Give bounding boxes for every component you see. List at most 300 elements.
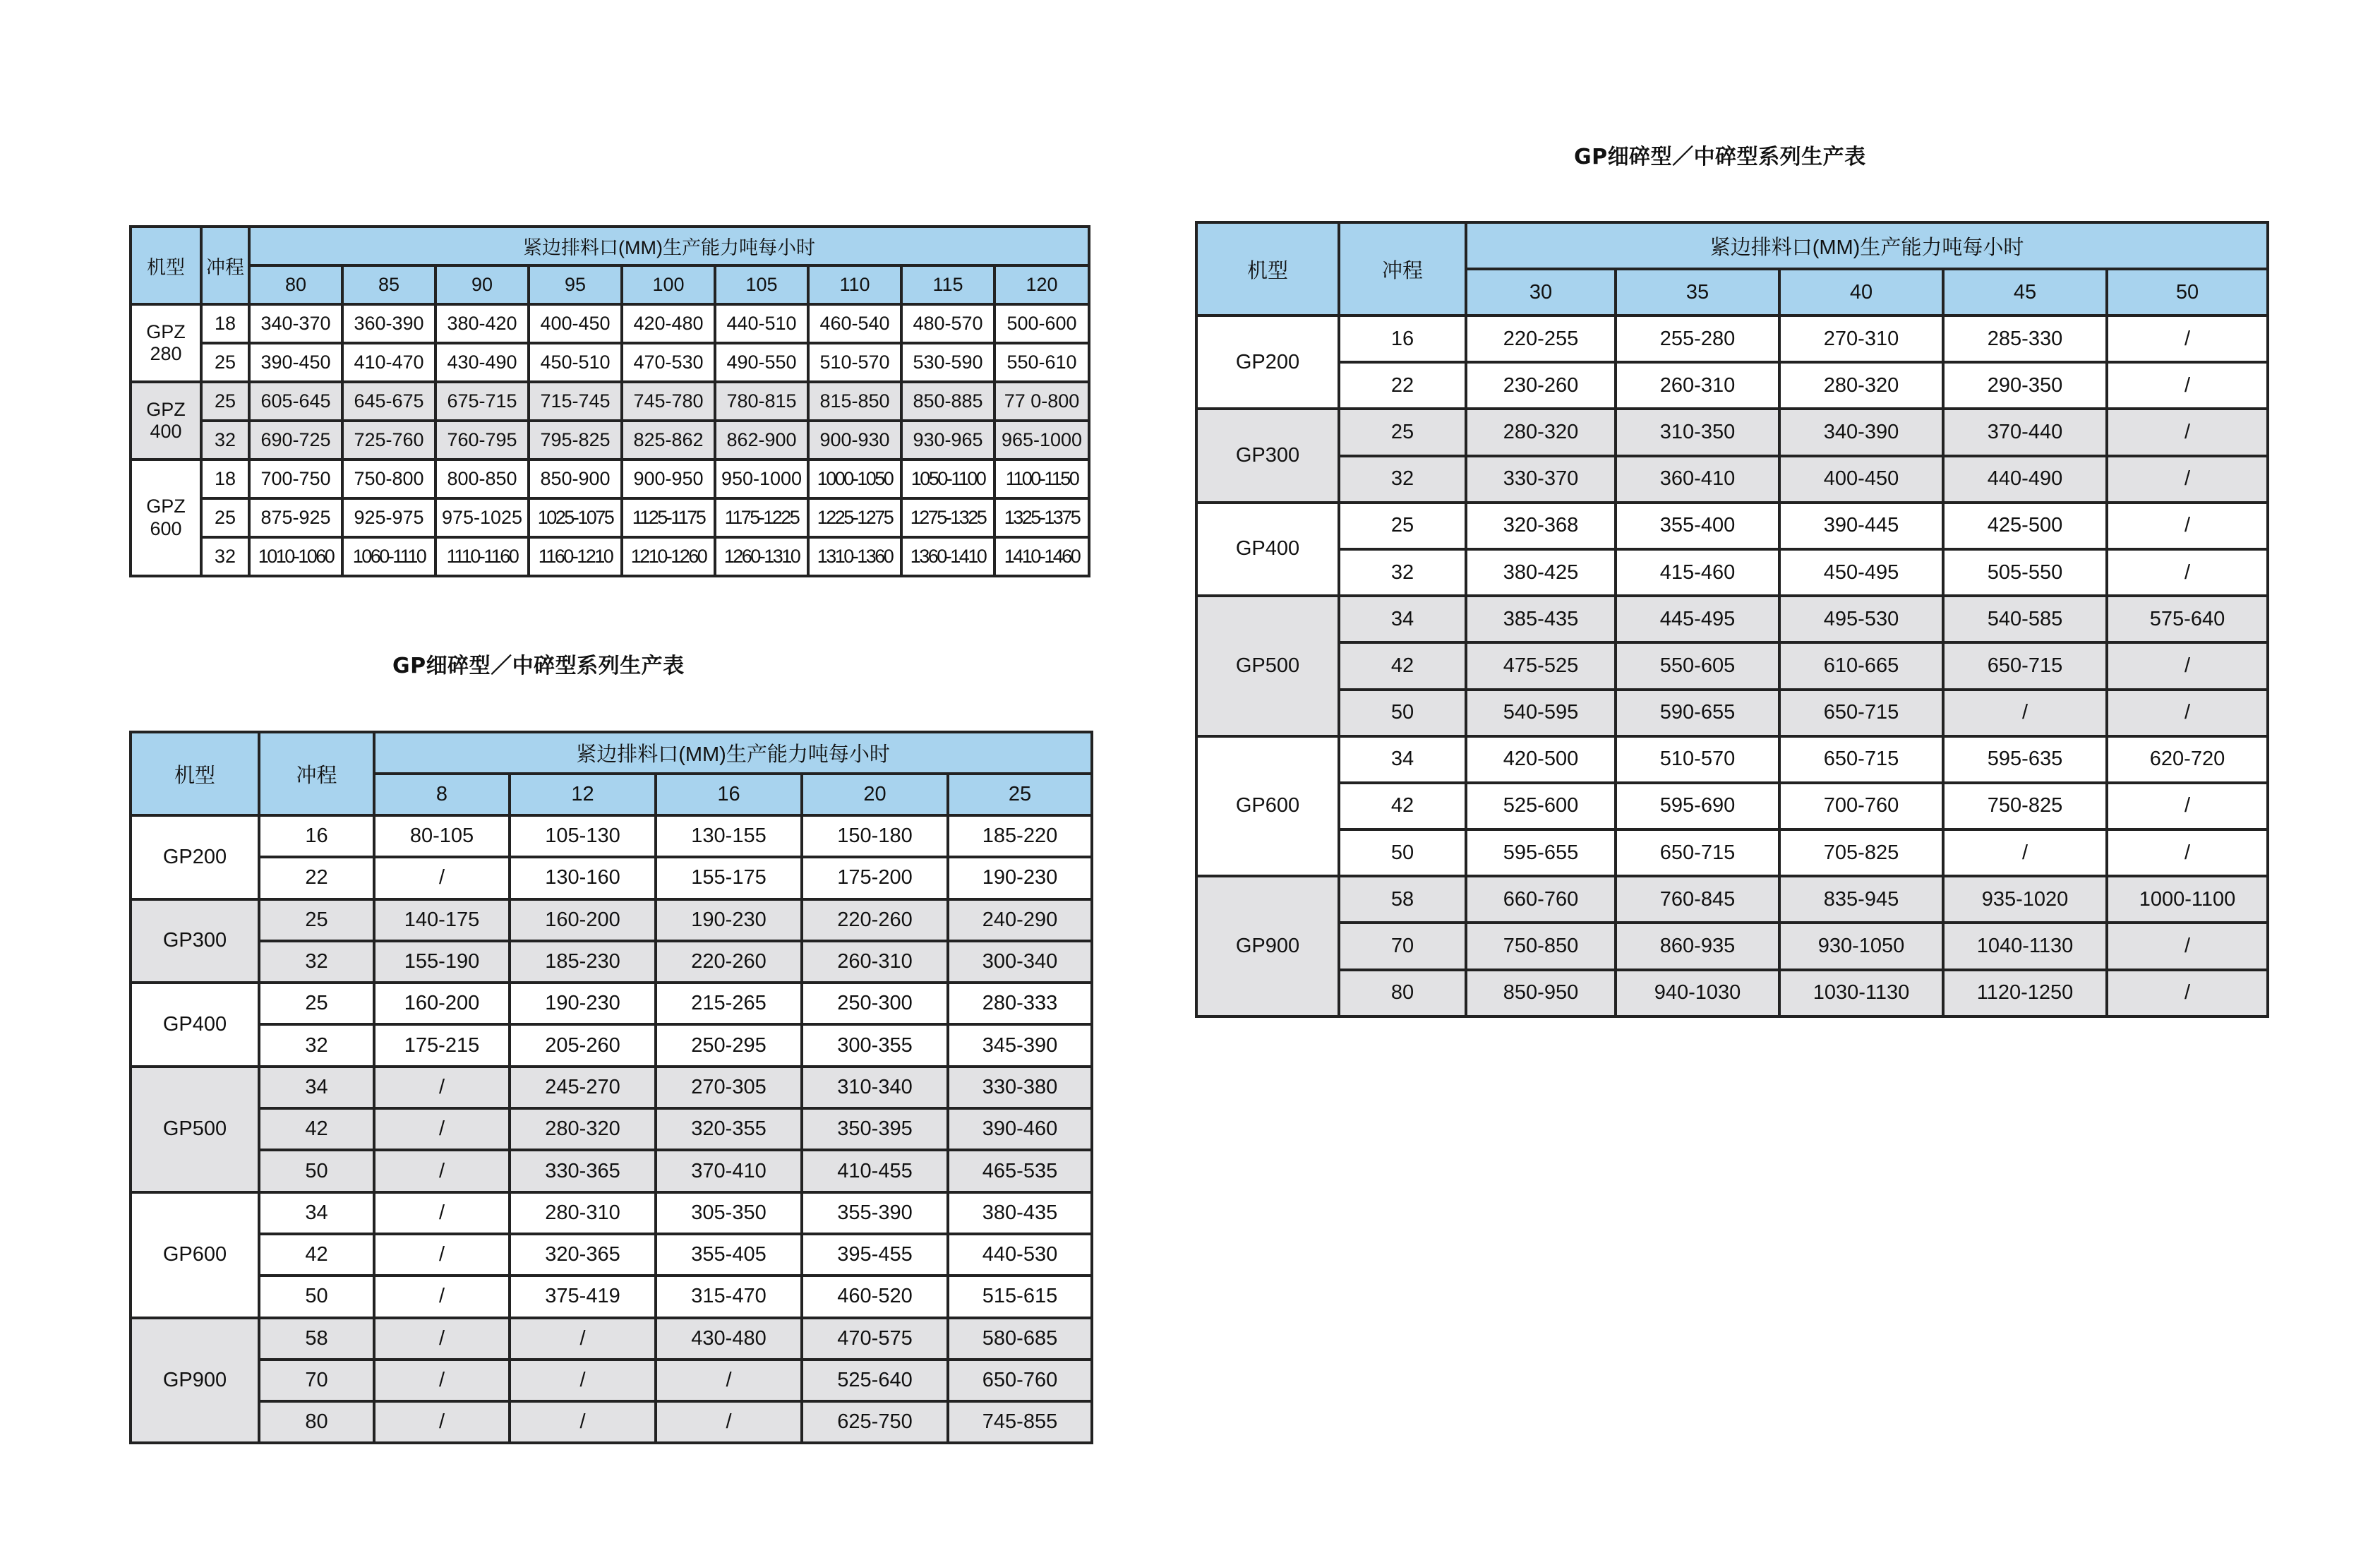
capacity-cell: 340-370	[249, 304, 342, 343]
capacity-cell: 460-540	[808, 304, 901, 343]
capacity-cell: 800-850	[435, 460, 529, 498]
capacity-cell: 1000-1050	[808, 460, 901, 498]
capacity-cell: 750-800	[342, 460, 435, 498]
capacity-cell: /	[2107, 316, 2268, 362]
capacity-cell: 715-745	[529, 382, 622, 421]
capacity-cell: 430-480	[656, 1318, 802, 1360]
capacity-cell: /	[374, 1318, 510, 1360]
capacity-cell: 175-215	[374, 1024, 510, 1066]
header-discharge-setting: 100	[622, 265, 715, 304]
stroke-cell: 18	[201, 460, 249, 498]
capacity-cell: /	[510, 1318, 656, 1360]
table-row	[131, 1067, 1092, 1108]
capacity-cell: 375-419	[510, 1276, 656, 1317]
capacity-cell: 480-570	[901, 304, 994, 343]
stroke-cell: 22	[1339, 362, 1466, 409]
capacity-cell: 440-530	[948, 1234, 1092, 1276]
capacity-cell: 460-520	[802, 1276, 948, 1317]
capacity-cell: 540-585	[1943, 596, 2107, 642]
model-cell: GP600	[1196, 736, 1339, 877]
capacity-cell: 260-310	[802, 941, 948, 983]
capacity-cell: 350-395	[802, 1108, 948, 1150]
header-discharge-setting: 30	[1466, 269, 1616, 316]
capacity-cell: 1310-1360	[808, 537, 901, 576]
capacity-cell: 250-295	[656, 1024, 802, 1066]
capacity-cell: 300-355	[802, 1024, 948, 1066]
table-row	[1196, 690, 2268, 736]
capacity-cell: 650-715	[1779, 690, 1943, 736]
capacity-cell: 105-130	[510, 815, 656, 857]
table-row	[131, 857, 1092, 899]
stroke-cell: 25	[201, 498, 249, 537]
table-row	[1196, 549, 2268, 596]
capacity-cell: 1160-1210	[529, 537, 622, 576]
capacity-cell: 1050-1100	[901, 460, 994, 498]
capacity-cell: 255-280	[1616, 316, 1779, 362]
model-cell: GP400	[1196, 503, 1339, 596]
header-discharge-setting: 12	[510, 774, 656, 815]
table-row	[131, 304, 1089, 343]
capacity-cell: 850-950	[1466, 970, 1616, 1017]
stroke-cell: 16	[259, 815, 374, 857]
capacity-cell: 150-180	[802, 815, 948, 857]
capacity-cell: /	[510, 1401, 656, 1443]
capacity-cell: 390-445	[1779, 503, 1943, 549]
capacity-cell: 450-495	[1779, 549, 1943, 596]
capacity-cell: 610-665	[1779, 642, 1943, 689]
capacity-cell: /	[2107, 783, 2268, 829]
stroke-cell: 42	[1339, 642, 1466, 689]
capacity-cell: 215-265	[656, 983, 802, 1024]
capacity-cell: 1325-1375	[994, 498, 1089, 537]
capacity-cell: 815-850	[808, 382, 901, 421]
capacity-cell: 425-500	[1943, 503, 2107, 549]
capacity-cell: 862-900	[715, 421, 808, 460]
stroke-cell: 34	[1339, 736, 1466, 783]
header-discharge-setting: 115	[901, 265, 994, 304]
capacity-cell: 690-725	[249, 421, 342, 460]
header-capacity: 紧边排料口(MM)生产能力吨每小时	[374, 732, 1092, 774]
table-row	[131, 498, 1089, 537]
header-stroke: 冲程	[201, 227, 249, 304]
capacity-cell: /	[374, 1192, 510, 1234]
capacity-cell: 1060-1110	[342, 537, 435, 576]
capacity-cell: 280-320	[1779, 362, 1943, 409]
stroke-cell: 32	[259, 1024, 374, 1066]
capacity-cell: /	[2107, 503, 2268, 549]
stroke-cell: 34	[259, 1067, 374, 1108]
capacity-cell: 330-370	[1466, 456, 1616, 503]
capacity-cell: /	[374, 1276, 510, 1317]
capacity-cell: 370-410	[656, 1150, 802, 1192]
model-cell: GP400	[131, 983, 259, 1067]
model-cell: GP300	[1196, 409, 1339, 502]
model-cell: GP300	[131, 899, 259, 983]
capacity-cell: 410-470	[342, 343, 435, 382]
capacity-cell: /	[2107, 642, 2268, 689]
capacity-cell: 590-655	[1616, 690, 1779, 736]
capacity-cell: 595-690	[1616, 783, 1779, 829]
capacity-cell: 1260-1310	[715, 537, 808, 576]
capacity-cell: 250-300	[802, 983, 948, 1024]
capacity-cell: 550-610	[994, 343, 1089, 382]
header-discharge-setting: 110	[808, 265, 901, 304]
capacity-cell: 925-975	[342, 498, 435, 537]
capacity-cell: 750-850	[1466, 923, 1616, 969]
table-row	[131, 1360, 1092, 1401]
table-row	[131, 382, 1089, 421]
table-row	[1196, 456, 2268, 503]
capacity-cell: 260-310	[1616, 362, 1779, 409]
table-row	[1196, 503, 2268, 549]
table-row	[1196, 316, 2268, 362]
capacity-cell: 280-320	[1466, 409, 1616, 455]
table-row	[131, 343, 1089, 382]
capacity-cell: 725-760	[342, 421, 435, 460]
gpz-capacity-table	[129, 225, 1090, 577]
capacity-cell: 160-200	[510, 899, 656, 941]
header-discharge-setting: 120	[994, 265, 1089, 304]
capacity-cell: 470-575	[802, 1318, 948, 1360]
capacity-cell: /	[2107, 970, 2268, 1017]
model-cell: GP900	[1196, 876, 1339, 1017]
table-row	[1196, 829, 2268, 876]
capacity-cell: 465-535	[948, 1150, 1092, 1192]
capacity-cell: 320-365	[510, 1234, 656, 1276]
capacity-cell: 835-945	[1779, 876, 1943, 923]
capacity-cell: 220-255	[1466, 316, 1616, 362]
capacity-cell: 700-750	[249, 460, 342, 498]
capacity-cell: 525-600	[1466, 783, 1616, 829]
capacity-cell: 315-470	[656, 1276, 802, 1317]
stroke-cell: 80	[1339, 970, 1466, 1017]
stroke-cell: 25	[259, 983, 374, 1024]
table-row	[131, 1108, 1092, 1150]
capacity-cell: 270-310	[1779, 316, 1943, 362]
capacity-cell: 900-930	[808, 421, 901, 460]
stroke-cell: 70	[1339, 923, 1466, 969]
capacity-cell: 320-368	[1466, 503, 1616, 549]
capacity-cell: 440-490	[1943, 456, 2107, 503]
header-discharge-setting: 25	[948, 774, 1092, 815]
capacity-cell: 280-320	[510, 1108, 656, 1150]
stroke-cell: 25	[201, 343, 249, 382]
capacity-cell: 620-720	[2107, 736, 2268, 783]
capacity-cell: /	[1943, 829, 2107, 876]
model-cell: GP200	[131, 815, 259, 899]
capacity-cell: 395-455	[802, 1234, 948, 1276]
header-model: 机型	[131, 732, 259, 815]
capacity-cell: 1025-1075	[529, 498, 622, 537]
capacity-cell: 360-390	[342, 304, 435, 343]
header-discharge-setting: 95	[529, 265, 622, 304]
capacity-cell: 1210-1260	[622, 537, 715, 576]
table-row	[131, 941, 1092, 983]
capacity-cell: 355-405	[656, 1234, 802, 1276]
capacity-cell: 745-780	[622, 382, 715, 421]
capacity-cell: 290-350	[1943, 362, 2107, 409]
capacity-cell: 190-230	[656, 899, 802, 941]
header-discharge-setting: 35	[1616, 269, 1779, 316]
capacity-cell: 490-550	[715, 343, 808, 382]
capacity-cell: /	[2107, 362, 2268, 409]
capacity-cell: /	[374, 1067, 510, 1108]
capacity-cell: 825-862	[622, 421, 715, 460]
capacity-cell: /	[374, 1360, 510, 1401]
capacity-cell: 80-105	[374, 815, 510, 857]
capacity-cell: 380-425	[1466, 549, 1616, 596]
capacity-cell: 420-480	[622, 304, 715, 343]
header-discharge-setting: 45	[1943, 269, 2107, 316]
table-row	[131, 460, 1089, 498]
capacity-cell: 1110-1160	[435, 537, 529, 576]
capacity-cell: 650-715	[1943, 642, 2107, 689]
capacity-cell: 320-355	[656, 1108, 802, 1150]
capacity-cell: /	[374, 1401, 510, 1443]
table-row	[131, 899, 1092, 941]
capacity-cell: 430-490	[435, 343, 529, 382]
capacity-cell: /	[374, 1108, 510, 1150]
capacity-cell: 1040-1130	[1943, 923, 2107, 969]
capacity-cell: 760-845	[1616, 876, 1779, 923]
capacity-cell: 330-380	[948, 1067, 1092, 1108]
capacity-cell: 190-230	[510, 983, 656, 1024]
capacity-cell: 1125-1175	[622, 498, 715, 537]
capacity-cell: /	[1943, 690, 2107, 736]
capacity-cell: 190-230	[948, 857, 1092, 899]
capacity-cell: 525-640	[802, 1360, 948, 1401]
capacity-cell: 355-390	[802, 1192, 948, 1234]
capacity-cell: 540-595	[1466, 690, 1616, 736]
capacity-cell: 1175-1225	[715, 498, 808, 537]
capacity-cell: /	[2107, 549, 2268, 596]
capacity-cell: 77 0-800	[994, 382, 1089, 421]
capacity-cell: /	[374, 1234, 510, 1276]
capacity-cell: 390-460	[948, 1108, 1092, 1150]
capacity-cell: 900-950	[622, 460, 715, 498]
stroke-cell: 32	[1339, 549, 1466, 596]
capacity-cell: 345-390	[948, 1024, 1092, 1066]
capacity-cell: 1410-1460	[994, 537, 1089, 576]
capacity-cell: 605-645	[249, 382, 342, 421]
capacity-cell: 470-530	[622, 343, 715, 382]
stroke-cell: 42	[1339, 783, 1466, 829]
capacity-cell: 550-605	[1616, 642, 1779, 689]
capacity-cell: /	[2107, 456, 2268, 503]
capacity-cell: 595-655	[1466, 829, 1616, 876]
capacity-cell: 280-333	[948, 983, 1092, 1024]
header-discharge-setting: 16	[656, 774, 802, 815]
stroke-cell: 42	[259, 1234, 374, 1276]
capacity-cell: 1030-1130	[1779, 970, 1943, 1017]
capacity-cell: /	[510, 1360, 656, 1401]
stroke-cell: 25	[201, 382, 249, 421]
stroke-cell: 25	[1339, 409, 1466, 455]
table-row	[1196, 736, 2268, 783]
capacity-cell: 505-550	[1943, 549, 2107, 596]
capacity-cell: 650-715	[1779, 736, 1943, 783]
capacity-cell: 185-230	[510, 941, 656, 983]
stroke-cell: 58	[1339, 876, 1466, 923]
capacity-cell: 1000-1100	[2107, 876, 2268, 923]
stroke-cell: 50	[1339, 829, 1466, 876]
capacity-cell: 285-330	[1943, 316, 2107, 362]
stroke-cell: 18	[201, 304, 249, 343]
stroke-cell: 58	[259, 1318, 374, 1360]
capacity-cell: 475-525	[1466, 642, 1616, 689]
capacity-cell: /	[656, 1401, 802, 1443]
header-model: 机型	[1196, 222, 1339, 316]
capacity-cell: 1225-1275	[808, 498, 901, 537]
capacity-cell: 400-450	[529, 304, 622, 343]
table-row	[131, 421, 1089, 460]
capacity-cell: 780-815	[715, 382, 808, 421]
model-cell: GPZ 280	[131, 304, 201, 382]
capacity-cell: 280-310	[510, 1192, 656, 1234]
capacity-cell: 410-455	[802, 1150, 948, 1192]
capacity-cell: 205-260	[510, 1024, 656, 1066]
model-cell: GP200	[1196, 316, 1339, 409]
stroke-cell: 70	[259, 1360, 374, 1401]
stroke-cell: 42	[259, 1108, 374, 1150]
table-row	[131, 1150, 1092, 1192]
capacity-cell: 965-1000	[994, 421, 1089, 460]
capacity-cell: 1275-1325	[901, 498, 994, 537]
capacity-cell: 340-390	[1779, 409, 1943, 455]
gp-fine-capacity-table	[129, 731, 1093, 1444]
capacity-cell: 500-600	[994, 304, 1089, 343]
capacity-cell: 595-635	[1943, 736, 2107, 783]
model-cell: GPZ 600	[131, 460, 201, 576]
stroke-cell: 32	[201, 421, 249, 460]
capacity-cell: 650-715	[1616, 829, 1779, 876]
capacity-cell: 930-965	[901, 421, 994, 460]
header-discharge-setting: 20	[802, 774, 948, 815]
stroke-cell: 32	[1339, 456, 1466, 503]
header-capacity: 紧边排料口(MM)生产能力吨每小时	[249, 227, 1089, 265]
stroke-cell: 25	[259, 899, 374, 941]
capacity-cell: 580-685	[948, 1318, 1092, 1360]
capacity-cell: 850-900	[529, 460, 622, 498]
table-3-title: GP细碎型／中碎型系列生产表	[1574, 145, 1866, 169]
stroke-cell: 22	[259, 857, 374, 899]
capacity-cell: 230-260	[1466, 362, 1616, 409]
gp-medium-capacity-table	[1195, 221, 2269, 1018]
table-row	[131, 1234, 1092, 1276]
capacity-cell: 155-175	[656, 857, 802, 899]
capacity-cell: 130-160	[510, 857, 656, 899]
header-discharge-setting: 40	[1779, 269, 1943, 316]
capacity-cell: 795-825	[529, 421, 622, 460]
model-cell: GP600	[131, 1192, 259, 1318]
capacity-cell: 700-760	[1779, 783, 1943, 829]
capacity-cell: 935-1020	[1943, 876, 2107, 923]
capacity-cell: 330-365	[510, 1150, 656, 1192]
stroke-cell: 80	[259, 1401, 374, 1443]
table-row	[1196, 970, 2268, 1017]
table-row	[1196, 409, 2268, 455]
table-row	[131, 815, 1092, 857]
capacity-cell: 355-400	[1616, 503, 1779, 549]
capacity-cell: 380-435	[948, 1192, 1092, 1234]
header-stroke: 冲程	[1339, 222, 1466, 316]
capacity-cell: 510-570	[808, 343, 901, 382]
capacity-cell: /	[2107, 923, 2268, 969]
capacity-cell: 675-715	[435, 382, 529, 421]
capacity-cell: 140-175	[374, 899, 510, 941]
model-cell: GP500	[131, 1067, 259, 1192]
header-discharge-setting: 90	[435, 265, 529, 304]
capacity-cell: 240-290	[948, 899, 1092, 941]
capacity-cell: 575-640	[2107, 596, 2268, 642]
capacity-cell: 940-1030	[1616, 970, 1779, 1017]
table-row	[1196, 783, 2268, 829]
stroke-cell: 32	[259, 941, 374, 983]
capacity-cell: 420-500	[1466, 736, 1616, 783]
capacity-cell: 440-510	[715, 304, 808, 343]
table-row	[1196, 642, 2268, 689]
stroke-cell: 32	[201, 537, 249, 576]
model-cell: GP500	[1196, 596, 1339, 736]
stroke-cell: 34	[1339, 596, 1466, 642]
capacity-cell: 310-340	[802, 1067, 948, 1108]
table-row	[1196, 923, 2268, 969]
capacity-cell: 310-350	[1616, 409, 1779, 455]
capacity-cell: /	[656, 1360, 802, 1401]
capacity-cell: 220-260	[802, 899, 948, 941]
capacity-cell: 300-340	[948, 941, 1092, 983]
capacity-cell: 245-270	[510, 1067, 656, 1108]
table-row	[131, 1401, 1092, 1443]
header-capacity: 紧边排料口(MM)生产能力吨每小时	[1466, 222, 2268, 269]
capacity-cell: 930-1050	[1779, 923, 1943, 969]
table-row	[1196, 362, 2268, 409]
table-row	[131, 983, 1092, 1024]
capacity-cell: 530-590	[901, 343, 994, 382]
capacity-cell: 660-760	[1466, 876, 1616, 923]
stroke-cell: 50	[259, 1276, 374, 1317]
capacity-cell: 1360-1410	[901, 537, 994, 576]
capacity-cell: 750-825	[1943, 783, 2107, 829]
capacity-cell: 760-795	[435, 421, 529, 460]
capacity-cell: 370-440	[1943, 409, 2107, 455]
capacity-cell: 415-460	[1616, 549, 1779, 596]
capacity-cell: 1100-1150	[994, 460, 1089, 498]
table-row	[1196, 876, 2268, 923]
table-row	[131, 537, 1089, 576]
capacity-cell: 380-420	[435, 304, 529, 343]
stroke-cell: 25	[1339, 503, 1466, 549]
table-row	[131, 1192, 1092, 1234]
header-discharge-setting: 50	[2107, 269, 2268, 316]
table-2-title: GP细碎型／中碎型系列生产表	[392, 654, 685, 678]
capacity-cell: 445-495	[1616, 596, 1779, 642]
capacity-cell: /	[2107, 690, 2268, 736]
header-model: 机型	[131, 227, 201, 304]
capacity-cell: 175-200	[802, 857, 948, 899]
capacity-cell: 1120-1250	[1943, 970, 2107, 1017]
table-row	[131, 1024, 1092, 1066]
capacity-cell: /	[374, 857, 510, 899]
capacity-cell: 130-155	[656, 815, 802, 857]
stroke-cell: 50	[1339, 690, 1466, 736]
capacity-cell: /	[2107, 829, 2268, 876]
table-row	[131, 1276, 1092, 1317]
capacity-cell: 155-190	[374, 941, 510, 983]
stroke-cell: 34	[259, 1192, 374, 1234]
capacity-cell: 645-675	[342, 382, 435, 421]
capacity-cell: 975-1025	[435, 498, 529, 537]
